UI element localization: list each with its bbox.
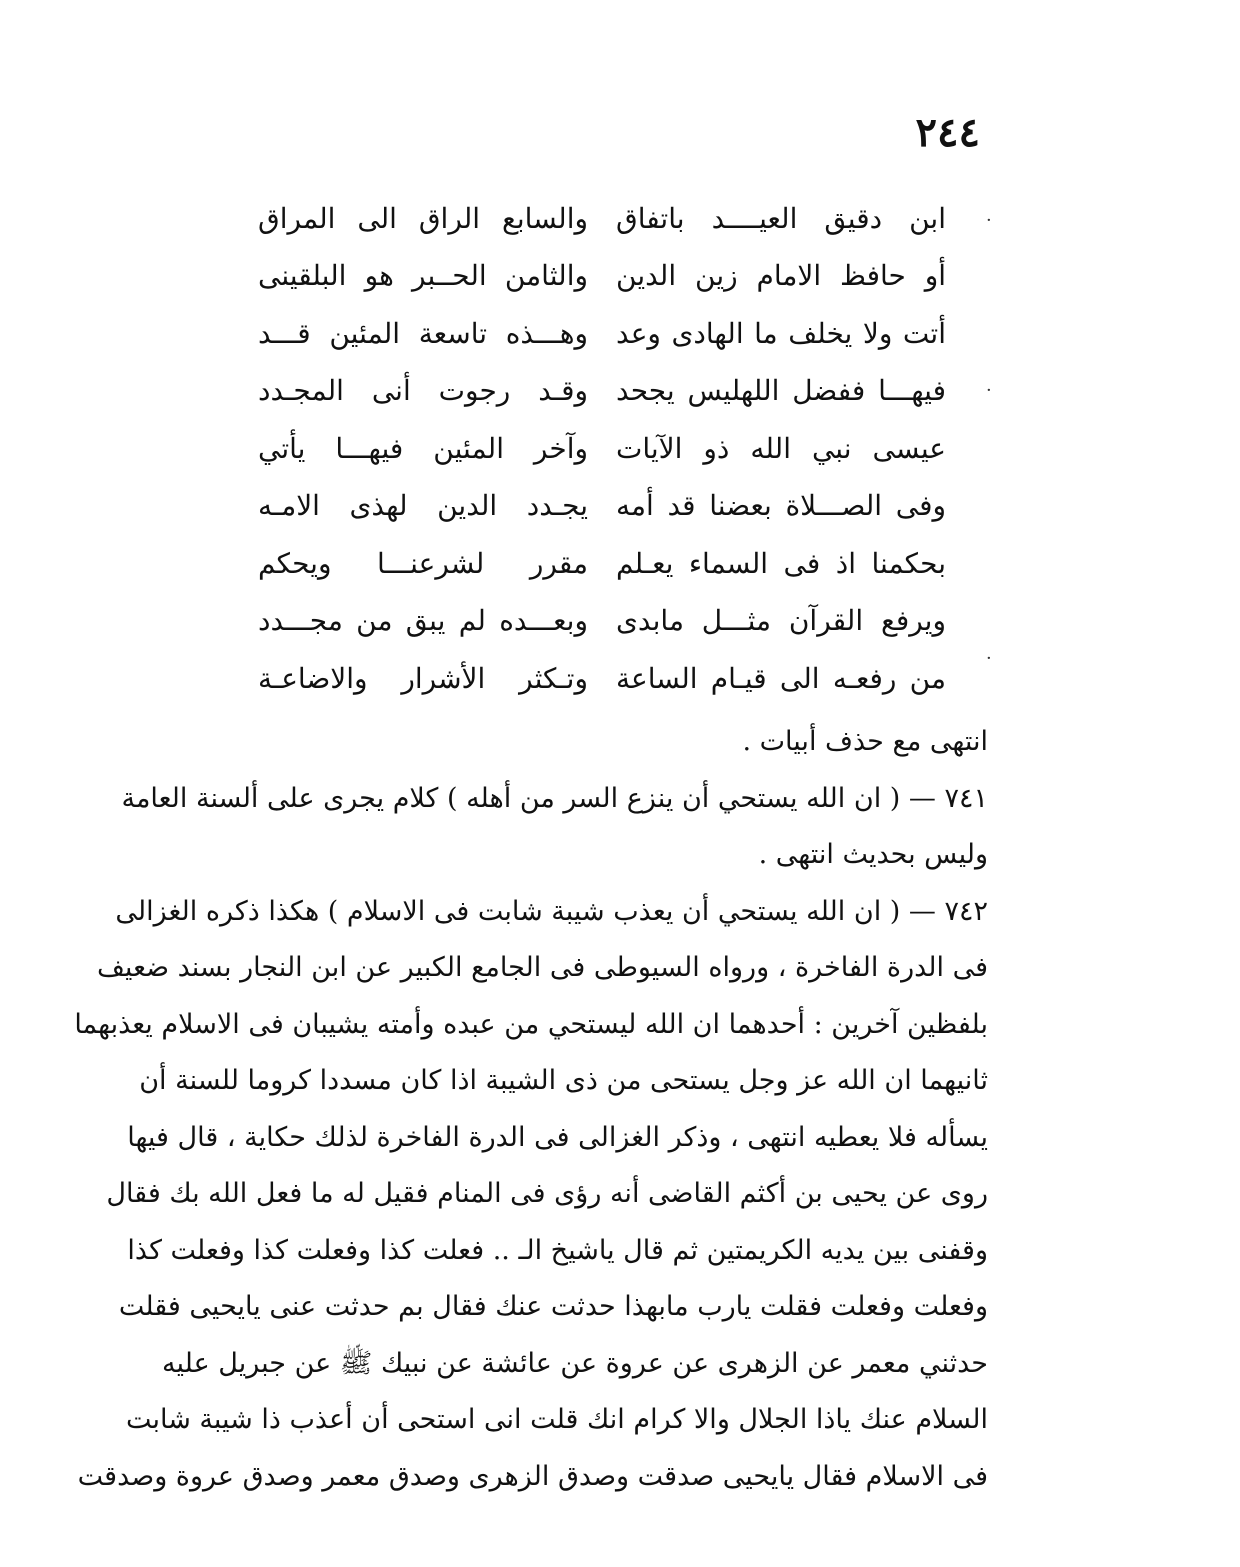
verse-line	[258, 248, 946, 306]
verse-first-hemistich: مقرر لشرعنـــا ويحكم	[258, 546, 588, 580]
page-number: ٢٤٤	[915, 109, 980, 156]
verse-second-hemistich: ويرفع القرآن مثـــل مابدى	[616, 604, 946, 638]
text-line: فى الاسلام فقال يايحيى صدقت وصدق الزهرى وصدق معمر وصدق عروة وصدقت	[77, 1460, 988, 1492]
verse-second-hemistich: بحكمنا اذ فى السماء يعـلم	[616, 546, 946, 580]
verse-line	[258, 420, 946, 478]
verse-first-hemistich: وقـد رجوت أنى المجـدد	[258, 374, 588, 408]
text-line: فى الدرة الفاخرة ، ورواه السيوطى فى الجامع الكبير عن ابن النجار بسند ضعيف	[96, 952, 988, 983]
margin-mark: ·	[986, 210, 992, 231]
verse-first-hemistich: والسابع الراق الى المراق	[258, 201, 588, 235]
verse-first-hemistich: والثامن الحــبر هو البلقينى	[258, 259, 588, 293]
verse-line	[258, 650, 946, 708]
text-line: ثانيهما ان الله عز وجل يستحى من ذى الشيبة اذا كان مسددا كروما للسنة أن	[139, 1065, 988, 1096]
verse-second-hemistich: أتت ولا يخلف ما الهادى وعد	[616, 316, 946, 350]
entry-742-heading: ٧٤٢ — ( ان الله يستحي أن يعذب شيبة شابت فى الاسلام ) هكذا ذكره الغزالى	[115, 895, 988, 927]
margin-mark: ·	[986, 648, 992, 669]
text-line: حدثني معمر عن الزهرى عن عروة عن عائشة عن نبيك ﷺ عن جبريل عليه	[162, 1347, 988, 1379]
verse-line	[258, 593, 946, 651]
verse-line	[258, 190, 946, 248]
text-line: بلفظين آخرين : أحدهما ان الله ليستحي من عبده وأمته يشيبان فى الاسلام يعذبهما	[74, 1008, 988, 1040]
text-line: السلام عنك ياذا الجلال والا كرام انك قلت انى استحى أن أعذب ذا شيبة شابت	[125, 1404, 988, 1435]
verse-first-hemistich: وتـكثر الأشرار والاضاعـة	[258, 661, 588, 695]
text-line: وفعلت وفعلت فقلت يارب مابهذا حدثت عنك فقال بم حدثت عنى يايحيى فقلت	[118, 1291, 988, 1322]
verse-second-hemistich: وفى الصـــلاة بعضنا قد أمه	[616, 489, 946, 523]
entry-741-heading: ٧٤١ — ( ان الله يستحي أن ينزع السر من أهله ) كلام يجرى على ألسنة العامة	[121, 782, 988, 814]
verse-second-hemistich: عيسى نبي الله ذو الآيات	[616, 431, 946, 465]
verse-line	[258, 478, 946, 536]
verse-first-hemistich: وهـــذه تاسعة المئين قـــد	[258, 316, 588, 350]
text-line: وقفنى بين يديه الكريمتين ثم قال ياشيخ الـ .. فعلت كذا وفعلت كذا وفعلت كذا	[127, 1234, 988, 1266]
verse-second-hemistich: فيهـــا ففضل اللهليس يجحد	[616, 374, 946, 408]
verse-line	[258, 363, 946, 421]
verse-line	[258, 305, 946, 363]
body-text	[74, 714, 988, 1505]
poem	[258, 190, 946, 708]
verse-second-hemistich: أو حافظ الامام زين الدين	[616, 259, 946, 293]
text-line: وليس بحديث انتهى .	[758, 839, 988, 870]
verse-first-hemistich: وآخر المئين فيهـــا يأتي	[258, 431, 588, 465]
text-line: يسأله فلا يعطيه انتهى ، وذكر الغزالى فى الدرة الفاخرة لذلك حكاية ، قال فيها	[127, 1121, 988, 1153]
verse-second-hemistich: من رفعـه الى قيـام الساعة	[616, 661, 946, 695]
verse-first-hemistich: وبعـــده لم يبق من مجـــدد	[258, 604, 588, 638]
text-line: روى عن يحيى بن أكثم القاضى أنه رؤى فى المنام فقيل له ما فعل الله بك فقال	[106, 1178, 988, 1209]
text-line: انتهى مع حذف أبيات .	[742, 726, 988, 757]
verse-first-hemistich: يجـدد الدين لهذى الامـه	[258, 489, 588, 523]
margin-mark: ·	[986, 380, 992, 401]
verse-line	[258, 535, 946, 593]
verse-second-hemistich: ابن دقيق العيــــد باتفاق	[616, 201, 946, 235]
